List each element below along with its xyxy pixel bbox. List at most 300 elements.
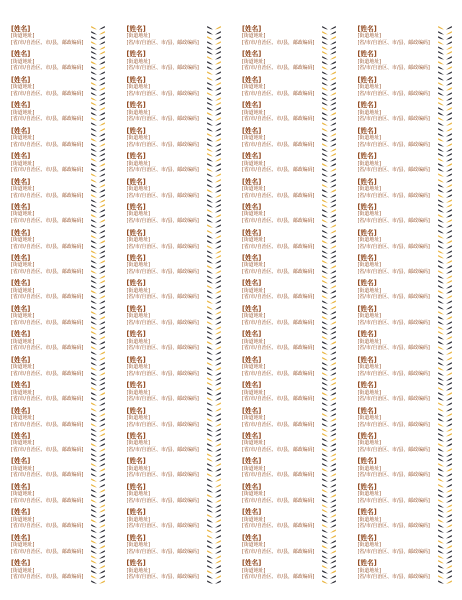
chevron-leaf-pattern-icon xyxy=(90,407,106,432)
recipient-name: [姓名] xyxy=(126,482,146,491)
street-address: [街道地址] xyxy=(126,262,150,269)
street-address: [街道地址] xyxy=(126,109,150,116)
recipient-name: [姓名] xyxy=(357,228,377,237)
city-state-zip: [省/市/自治区、市/县，邮政编码] xyxy=(242,218,315,225)
street-address: [街道地址] xyxy=(242,516,266,523)
street-address: [街道地址] xyxy=(126,287,150,294)
chevron-leaf-pattern-icon xyxy=(437,381,453,406)
street-address: [街道地址] xyxy=(242,338,266,345)
address-label[interactable] xyxy=(358,127,462,152)
city-state-zip: [省/市/自治区、市/县，邮政编码] xyxy=(242,447,315,453)
recipient-name: [姓名] xyxy=(126,228,146,237)
chevron-leaf-pattern-icon xyxy=(90,534,106,559)
city-state-zip: [省/市/自治区、市/县，邮政编码] xyxy=(11,574,84,581)
city-state-zip: [省/市/自治区、市/县，邮政编码] xyxy=(126,218,199,225)
address-label[interactable] xyxy=(11,356,127,381)
chevron-leaf-pattern-icon xyxy=(90,356,106,381)
street-address: [街道地址] xyxy=(126,516,150,523)
address-label[interactable] xyxy=(358,305,462,330)
city-state-zip: [省/市/自治区、市/县，邮政编码] xyxy=(357,268,430,275)
chevron-leaf-pattern-icon xyxy=(321,127,337,152)
street-address: [街道地址] xyxy=(242,84,266,91)
address-label[interactable] xyxy=(242,127,358,152)
city-state-zip: [省/市/自治区、市/县，邮政编码] xyxy=(242,243,315,250)
city-state-zip: [省/市/自治区、市/县，邮政编码] xyxy=(357,167,430,174)
address-label[interactable] xyxy=(127,534,243,559)
address-label[interactable] xyxy=(127,305,243,330)
address-label[interactable] xyxy=(242,559,358,584)
address-label[interactable] xyxy=(242,381,358,406)
address-label[interactable] xyxy=(242,76,358,101)
street-address: [街道地址] xyxy=(242,236,266,243)
chevron-leaf-pattern-icon xyxy=(90,25,106,50)
street-address: [街道地址] xyxy=(11,414,35,421)
street-address: [街道地址] xyxy=(11,364,35,371)
address-label[interactable] xyxy=(242,152,358,177)
street-address: [街道地址] xyxy=(11,542,35,549)
recipient-name: [姓名] xyxy=(242,508,262,517)
address-label[interactable] xyxy=(358,483,462,508)
address-label[interactable] xyxy=(358,50,462,75)
address-label[interactable] xyxy=(242,483,358,508)
city-state-zip: [省/市/自治区、市/县，邮政编码] xyxy=(357,218,430,225)
street-address: [街道地址] xyxy=(126,84,150,91)
address-label[interactable] xyxy=(242,50,358,75)
city-state-zip: [省/市/自治区、市/县，邮政编码] xyxy=(242,294,315,301)
label-grid xyxy=(11,25,462,585)
street-address: [街道地址] xyxy=(357,160,381,167)
recipient-name: [姓名] xyxy=(126,355,146,364)
street-address: [街道地址] xyxy=(11,389,35,396)
address-label[interactable] xyxy=(242,432,358,457)
street-address: [街道地址] xyxy=(242,313,266,320)
city-state-zip: [省/市/自治区、市/县，邮政编码] xyxy=(242,396,315,403)
address-label[interactable] xyxy=(358,381,462,406)
recipient-name: [姓名] xyxy=(357,50,377,59)
address-label[interactable] xyxy=(11,203,127,228)
city-state-zip: [省/市/自治区、市/县，邮政编码] xyxy=(357,116,430,123)
chevron-leaf-pattern-icon xyxy=(437,305,453,330)
city-state-zip: [省/市/自治区、市/县，邮政编码] xyxy=(242,90,315,97)
address-label[interactable] xyxy=(127,101,243,126)
chevron-leaf-pattern-icon xyxy=(321,559,337,584)
street-address: [街道地址] xyxy=(357,567,381,574)
city-state-zip: [省/市/自治区、市/县，邮政编码] xyxy=(126,192,199,199)
chevron-leaf-pattern-icon xyxy=(90,101,106,126)
street-address: [街道地址] xyxy=(242,491,266,498)
city-state-zip: [省/市/自治区、市/县，邮政编码] xyxy=(126,319,199,326)
chevron-leaf-pattern-icon xyxy=(321,279,337,304)
city-state-zip: [省/市/自治区、市/县，邮政编码] xyxy=(242,370,315,377)
chevron-leaf-pattern-icon xyxy=(437,483,453,508)
address-label[interactable] xyxy=(127,152,243,177)
recipient-name: [姓名] xyxy=(126,381,146,390)
street-address: [街道地址] xyxy=(11,491,35,498)
street-address: [街道地址] xyxy=(126,211,150,218)
address-label[interactable] xyxy=(358,25,462,50)
address-label[interactable] xyxy=(358,330,462,355)
recipient-name: [姓名] xyxy=(357,126,377,135)
recipient-name: [姓名] xyxy=(357,559,377,568)
recipient-name: [姓名] xyxy=(11,381,31,390)
address-label[interactable] xyxy=(127,432,243,457)
chevron-leaf-pattern-icon xyxy=(206,229,222,254)
recipient-name: [姓名] xyxy=(242,126,262,135)
street-address: [街道地址] xyxy=(126,58,150,65)
address-label[interactable] xyxy=(358,356,462,381)
chevron-leaf-pattern-icon xyxy=(90,559,106,584)
recipient-name: [姓名] xyxy=(11,126,31,135)
street-address: [街道地址] xyxy=(11,58,35,65)
street-address: [街道地址] xyxy=(126,389,150,396)
street-address: [街道地址] xyxy=(126,567,150,574)
city-state-zip: [省/市/自治区、市/县，邮政编码] xyxy=(11,421,84,428)
chevron-leaf-pattern-icon xyxy=(90,483,106,508)
address-label[interactable] xyxy=(11,330,127,355)
chevron-leaf-pattern-icon xyxy=(437,508,453,533)
address-label[interactable] xyxy=(127,203,243,228)
address-label[interactable] xyxy=(11,50,127,75)
city-state-zip: [省/市/自治区、市/县，邮政编码] xyxy=(11,243,84,250)
city-state-zip: [省/市/自治区、市/县，邮政编码] xyxy=(126,294,199,301)
chevron-leaf-pattern-icon xyxy=(321,457,337,482)
street-address: [街道地址] xyxy=(126,465,150,472)
city-state-zip: [省/市/自治区、市/县，邮政编码] xyxy=(242,319,315,326)
street-address: [街道地址] xyxy=(242,567,266,574)
chevron-leaf-pattern-icon xyxy=(437,25,453,50)
city-state-zip: [省/市/自治区、市/县，邮政编码] xyxy=(242,268,315,275)
recipient-name: [姓名] xyxy=(242,253,262,262)
street-address: [街道地址] xyxy=(357,236,381,243)
recipient-name: [姓名] xyxy=(11,75,31,84)
chevron-leaf-pattern-icon xyxy=(206,127,222,152)
city-state-zip: [省/市/自治区、市/县，邮政编码] xyxy=(11,497,84,504)
address-label[interactable] xyxy=(242,407,358,432)
address-label[interactable] xyxy=(358,101,462,126)
street-address: [街道地址] xyxy=(357,491,381,498)
address-label[interactable] xyxy=(358,254,462,279)
address-label[interactable] xyxy=(358,229,462,254)
address-label[interactable] xyxy=(127,50,243,75)
address-label[interactable] xyxy=(11,457,127,482)
city-state-zip: [省/市/自治区、市/县，邮政编码] xyxy=(357,548,430,555)
chevron-leaf-pattern-icon xyxy=(437,152,453,177)
recipient-name: [姓名] xyxy=(357,304,377,313)
recipient-name: [姓名] xyxy=(357,533,377,542)
street-address: [街道地址] xyxy=(11,84,35,91)
chevron-leaf-pattern-icon xyxy=(437,407,453,432)
address-label[interactable] xyxy=(11,25,127,50)
chevron-leaf-pattern-icon xyxy=(90,203,106,228)
street-address: [街道地址] xyxy=(357,516,381,523)
recipient-name: [姓名] xyxy=(242,101,262,110)
address-label[interactable] xyxy=(127,559,243,584)
recipient-name: [姓名] xyxy=(357,508,377,517)
recipient-name: [姓名] xyxy=(242,381,262,390)
chevron-leaf-pattern-icon xyxy=(321,381,337,406)
address-label[interactable] xyxy=(127,483,243,508)
address-label[interactable] xyxy=(127,279,243,304)
street-address: [街道地址] xyxy=(126,491,150,498)
city-state-zip: [省/市/自治区、市/县，邮政编码] xyxy=(357,447,430,453)
city-state-zip: [省/市/自治区、市/县，邮政编码] xyxy=(242,497,315,504)
chevron-leaf-pattern-icon xyxy=(206,330,222,355)
city-state-zip: [省/市/自治区、市/县，邮政编码] xyxy=(357,574,430,581)
chevron-leaf-pattern-icon xyxy=(90,432,106,457)
address-label[interactable] xyxy=(358,534,462,559)
chevron-leaf-pattern-icon xyxy=(437,457,453,482)
chevron-leaf-pattern-icon xyxy=(321,534,337,559)
street-address: [街道地址] xyxy=(357,262,381,269)
city-state-zip: [省/市/自治区、市/县，邮政编码] xyxy=(357,243,430,250)
street-address: [街道地址] xyxy=(357,211,381,218)
city-state-zip: [省/市/自治区、市/县，邮政编码] xyxy=(126,268,199,275)
city-state-zip: [省/市/自治区、市/县，邮政编码] xyxy=(357,90,430,97)
address-label[interactable] xyxy=(11,483,127,508)
address-label[interactable] xyxy=(11,407,127,432)
street-address: [街道地址] xyxy=(126,186,150,193)
city-state-zip: [省/市/自治区、市/县，邮政编码] xyxy=(126,345,199,352)
address-label[interactable] xyxy=(11,152,127,177)
street-address: [街道地址] xyxy=(126,414,150,421)
city-state-zip: [省/市/自治区、市/县，邮政编码] xyxy=(242,523,315,530)
address-label[interactable] xyxy=(358,407,462,432)
city-state-zip: [省/市/自治区、市/县，邮政编码] xyxy=(11,294,84,301)
address-label[interactable] xyxy=(11,101,127,126)
street-address: [街道地址] xyxy=(126,338,150,345)
city-state-zip: [省/市/自治区、市/县，邮政编码] xyxy=(11,370,84,377)
city-state-zip: [省/市/自治区、市/县，邮政编码] xyxy=(357,472,430,479)
address-label[interactable] xyxy=(358,203,462,228)
street-address: [街道地址] xyxy=(242,287,266,294)
chevron-leaf-pattern-icon xyxy=(437,178,453,203)
city-state-zip: [省/市/自治区、市/县，邮政编码] xyxy=(242,548,315,555)
address-label[interactable] xyxy=(242,203,358,228)
address-label[interactable] xyxy=(11,76,127,101)
address-label[interactable] xyxy=(11,559,127,584)
address-label[interactable] xyxy=(358,457,462,482)
city-state-zip: [省/市/自治区、市/县，邮政编码] xyxy=(11,90,84,97)
street-address: [街道地址] xyxy=(11,135,35,142)
city-state-zip: [省/市/自治区、市/县，邮政编码] xyxy=(357,421,430,428)
address-label[interactable] xyxy=(358,559,462,584)
city-state-zip: [省/市/自治区、市/县，邮政编码] xyxy=(126,243,199,250)
city-state-zip: [省/市/自治区、市/县，邮政编码] xyxy=(126,497,199,504)
recipient-name: [姓名] xyxy=(242,228,262,237)
address-label[interactable] xyxy=(11,381,127,406)
city-state-zip: [省/市/自治区、市/县，邮政编码] xyxy=(11,268,84,275)
chevron-leaf-pattern-icon xyxy=(90,330,106,355)
address-label[interactable] xyxy=(242,356,358,381)
address-label[interactable] xyxy=(242,305,358,330)
street-address: [街道地址] xyxy=(357,33,381,40)
city-state-zip: [省/市/自治区、市/县，邮政编码] xyxy=(11,319,84,326)
city-state-zip: [省/市/自治区、市/县，邮政编码] xyxy=(242,141,315,148)
recipient-name: [姓名] xyxy=(126,203,146,212)
address-label[interactable] xyxy=(358,432,462,457)
chevron-leaf-pattern-icon xyxy=(90,381,106,406)
street-address: [街道地址] xyxy=(126,440,150,447)
chevron-leaf-pattern-icon xyxy=(206,483,222,508)
chevron-leaf-pattern-icon xyxy=(321,25,337,50)
recipient-name: [姓名] xyxy=(11,406,31,415)
street-address: [街道地址] xyxy=(242,364,266,371)
address-label[interactable] xyxy=(127,356,243,381)
address-label[interactable] xyxy=(358,76,462,101)
address-label[interactable] xyxy=(242,279,358,304)
street-address: [街道地址] xyxy=(11,160,35,167)
address-label[interactable] xyxy=(358,508,462,533)
recipient-name: [姓名] xyxy=(242,152,262,161)
chevron-leaf-pattern-icon xyxy=(90,178,106,203)
address-label[interactable] xyxy=(11,508,127,533)
street-address: [街道地址] xyxy=(11,109,35,116)
recipient-name: [姓名] xyxy=(11,482,31,491)
address-label[interactable] xyxy=(127,457,243,482)
city-state-zip: [省/市/自治区、市/县，邮政编码] xyxy=(126,447,199,453)
city-state-zip: [省/市/自治区、市/县，邮政编码] xyxy=(357,345,430,352)
chevron-leaf-pattern-icon xyxy=(321,152,337,177)
recipient-name: [姓名] xyxy=(11,253,31,262)
recipient-name: [姓名] xyxy=(11,101,31,110)
street-address: [街道地址] xyxy=(357,542,381,549)
chevron-leaf-pattern-icon xyxy=(437,559,453,584)
recipient-name: [姓名] xyxy=(357,152,377,161)
city-state-zip: [省/市/自治区、市/县，邮政编码] xyxy=(242,574,315,581)
street-address: [街道地址] xyxy=(357,338,381,345)
chevron-leaf-pattern-icon xyxy=(437,534,453,559)
address-label[interactable] xyxy=(11,432,127,457)
chevron-leaf-pattern-icon xyxy=(206,178,222,203)
street-address: [街道地址] xyxy=(11,186,35,193)
street-address: [街道地址] xyxy=(357,364,381,371)
recipient-name: [姓名] xyxy=(242,406,262,415)
address-label[interactable] xyxy=(358,152,462,177)
chevron-leaf-pattern-icon xyxy=(321,356,337,381)
city-state-zip: [省/市/自治区、市/县，邮政编码] xyxy=(242,65,315,72)
street-address: [街道地址] xyxy=(11,465,35,472)
address-label[interactable] xyxy=(11,178,127,203)
street-address: [街道地址] xyxy=(242,135,266,142)
chevron-leaf-pattern-icon xyxy=(321,254,337,279)
city-state-zip: [省/市/自治区、市/县，邮政编码] xyxy=(357,40,430,46)
city-state-zip: [省/市/自治区、市/县，邮政编码] xyxy=(126,167,199,174)
address-label[interactable] xyxy=(358,178,462,203)
recipient-name: [姓名] xyxy=(11,50,31,59)
chevron-leaf-pattern-icon xyxy=(321,178,337,203)
chevron-leaf-pattern-icon xyxy=(206,432,222,457)
recipient-name: [姓名] xyxy=(242,432,262,440)
chevron-leaf-pattern-icon xyxy=(206,76,222,101)
street-address: [街道地址] xyxy=(11,211,35,218)
address-label[interactable] xyxy=(242,457,358,482)
street-address: [街道地址] xyxy=(11,262,35,269)
address-label[interactable] xyxy=(242,101,358,126)
city-state-zip: [省/市/自治区、市/县，邮政编码] xyxy=(11,523,84,530)
recipient-name: [姓名] xyxy=(126,508,146,517)
address-label[interactable] xyxy=(242,229,358,254)
address-label[interactable] xyxy=(127,330,243,355)
city-state-zip: [省/市/自治区、市/县，邮政编码] xyxy=(357,192,430,199)
address-label[interactable] xyxy=(242,508,358,533)
address-label[interactable] xyxy=(127,76,243,101)
city-state-zip: [省/市/自治区、市/县，邮政编码] xyxy=(357,370,430,377)
recipient-name: [姓名] xyxy=(357,355,377,364)
recipient-name: [姓名] xyxy=(357,25,377,33)
chevron-leaf-pattern-icon xyxy=(437,432,453,457)
address-label[interactable] xyxy=(127,127,243,152)
address-label[interactable] xyxy=(127,508,243,533)
chevron-leaf-pattern-icon xyxy=(90,229,106,254)
city-state-zip: [省/市/自治区、市/县，邮政编码] xyxy=(126,523,199,530)
address-label[interactable] xyxy=(127,178,243,203)
city-state-zip: [省/市/自治区、市/县，邮政编码] xyxy=(11,65,84,72)
chevron-leaf-pattern-icon xyxy=(437,76,453,101)
address-label[interactable] xyxy=(242,254,358,279)
street-address: [街道地址] xyxy=(242,109,266,116)
recipient-name: [姓名] xyxy=(126,253,146,262)
recipient-name: [姓名] xyxy=(11,559,31,568)
city-state-zip: [省/市/自治区、市/县，邮政编码] xyxy=(126,472,199,479)
chevron-leaf-pattern-icon xyxy=(321,432,337,457)
recipient-name: [姓名] xyxy=(11,279,31,288)
street-address: [街道地址] xyxy=(242,262,266,269)
chevron-leaf-pattern-icon xyxy=(437,254,453,279)
address-label[interactable] xyxy=(11,279,127,304)
chevron-leaf-pattern-icon xyxy=(206,305,222,330)
street-address: [街道地址] xyxy=(357,58,381,65)
city-state-zip: [省/市/自治区、市/县，邮政编码] xyxy=(126,65,199,72)
street-address: [街道地址] xyxy=(242,414,266,421)
street-address: [街道地址] xyxy=(11,338,35,345)
address-label[interactable] xyxy=(11,254,127,279)
city-state-zip: [省/市/自治区、市/县，邮政编码] xyxy=(242,472,315,479)
address-label[interactable] xyxy=(11,229,127,254)
address-label[interactable] xyxy=(11,305,127,330)
address-label[interactable] xyxy=(242,25,358,50)
recipient-name: [姓名] xyxy=(242,533,262,542)
recipient-name: [姓名] xyxy=(11,203,31,212)
address-label[interactable] xyxy=(127,25,243,50)
address-label[interactable] xyxy=(11,127,127,152)
address-label[interactable] xyxy=(242,534,358,559)
address-label[interactable] xyxy=(127,407,243,432)
address-label[interactable] xyxy=(127,229,243,254)
chevron-leaf-pattern-icon xyxy=(437,203,453,228)
city-state-zip: [省/市/自治区、市/县，邮政编码] xyxy=(242,192,315,199)
recipient-name: [姓名] xyxy=(11,355,31,364)
city-state-zip: [省/市/自治区、市/县，邮政编码] xyxy=(11,548,84,555)
street-address: [街道地址] xyxy=(357,440,381,447)
street-address: [街道地址] xyxy=(357,465,381,472)
recipient-name: [姓名] xyxy=(357,253,377,262)
address-label[interactable] xyxy=(127,381,243,406)
city-state-zip: [省/市/自治区、市/县，邮政编码] xyxy=(126,396,199,403)
address-label[interactable] xyxy=(242,330,358,355)
recipient-name: [姓名] xyxy=(357,457,377,466)
street-address: [街道地址] xyxy=(357,287,381,294)
address-label[interactable] xyxy=(358,279,462,304)
address-label[interactable] xyxy=(127,254,243,279)
address-label[interactable] xyxy=(11,534,127,559)
street-address: [街道地址] xyxy=(242,389,266,396)
address-label[interactable] xyxy=(242,178,358,203)
city-state-zip: [省/市/自治区、市/县，邮政编码] xyxy=(242,345,315,352)
recipient-name: [姓名] xyxy=(126,25,146,33)
street-address: [街道地址] xyxy=(357,389,381,396)
chevron-leaf-pattern-icon xyxy=(90,76,106,101)
city-state-zip: [省/市/自治区、市/县，邮政编码] xyxy=(11,472,84,479)
